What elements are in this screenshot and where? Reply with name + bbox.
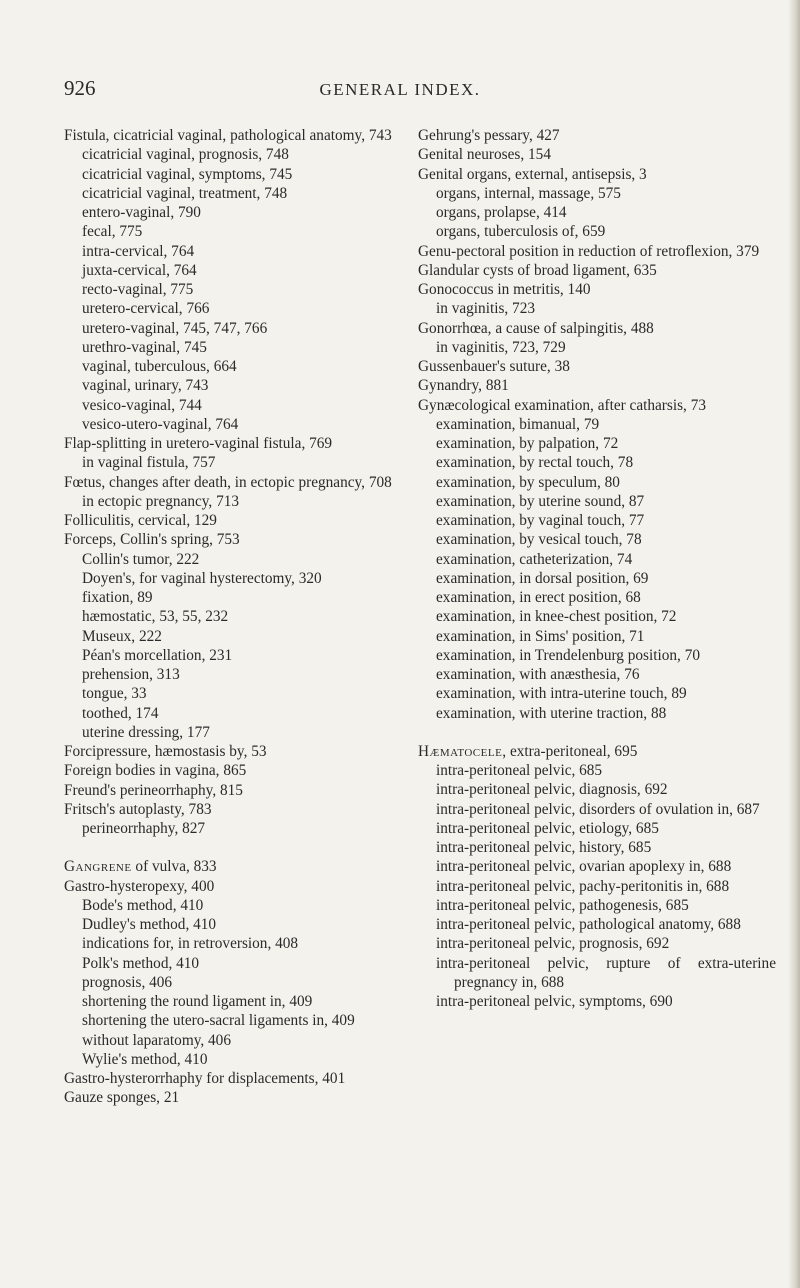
entry-text: Péan's morcellation, 231 xyxy=(82,646,233,664)
index-entry xyxy=(64,434,404,453)
index-subentry xyxy=(418,646,776,665)
running-title: GENERAL INDEX. xyxy=(319,80,481,99)
entry-text: Gastro-hysterorrhaphy for displacements, 401 xyxy=(64,1070,346,1087)
entry-text: uretero-vaginal, 745, 747, 766 xyxy=(82,319,268,337)
entry-text: Gynandry, 881 xyxy=(418,377,509,395)
entry-text: entero-vaginal, 790 xyxy=(82,204,201,221)
entry-text: Gastro-hysteropexy, 400 xyxy=(64,877,215,895)
entry-text: cicatricial vaginal, symptoms, 745 xyxy=(82,165,293,183)
entry-text: intra-peritoneal pelvic, symptoms, 690 xyxy=(436,993,673,1010)
entry-text: examination, with anæsthesia, 76 xyxy=(436,666,640,683)
entry-text: Gonococcus in metritis, 140 xyxy=(418,281,591,298)
entry-text: intra-peritoneal pelvic, diagnosis, 692 xyxy=(436,781,668,799)
index-subentry xyxy=(64,145,404,164)
entry-text: shortening the utero-sacral ligaments in, 409 xyxy=(82,1012,355,1030)
entry-text: Gehrung's pessary, 427 xyxy=(418,127,560,144)
index-entry xyxy=(64,1069,404,1088)
entry-text: in vaginal fistula, 757 xyxy=(82,454,216,472)
index-subentry xyxy=(418,415,776,434)
entry-text: Museux, 222 xyxy=(82,627,162,645)
index-entry xyxy=(418,742,776,761)
entry-text: Genu-pectoral position in reduction of retroflexion, 379 xyxy=(418,242,760,260)
entry-text: hæmostatic, 53, 55, 232 xyxy=(82,608,229,626)
entry-text: vaginal, urinary, 743 xyxy=(82,377,209,395)
index-subentry xyxy=(418,434,776,453)
index-subentry xyxy=(418,954,776,993)
entry-text: vesico-vaginal, 744 xyxy=(82,396,202,414)
index-subentry xyxy=(418,838,776,857)
entry-text: organs, internal, massage, 575 xyxy=(436,184,621,202)
section-gap xyxy=(418,723,776,742)
index-subentry xyxy=(418,780,776,799)
entry-text: Genital neuroses, 154 xyxy=(418,146,551,164)
entry-text: Bode's method, 410 xyxy=(82,896,204,914)
index-subentry xyxy=(418,665,776,684)
index-subentry xyxy=(418,299,776,318)
entry-text: examination, by speculum, 80 xyxy=(436,473,620,491)
entry-text: Fritsch's autoplasty, 783 xyxy=(64,800,212,818)
entry-text: tongue, 33 xyxy=(82,685,147,703)
index-subentry xyxy=(64,415,404,434)
entry-text: Wylie's method, 410 xyxy=(82,1050,208,1068)
index-subentry xyxy=(418,800,776,819)
entry-text: in vaginitis, 723 xyxy=(436,300,536,318)
index-subentry xyxy=(418,704,776,723)
entry-text: Glandular cysts of broad ligament, 635 xyxy=(418,261,657,279)
index-subentry xyxy=(64,588,404,607)
index-entry xyxy=(64,857,404,876)
index-subentry xyxy=(64,203,404,222)
entry-text: recto-vaginal, 775 xyxy=(82,281,194,298)
index-subentry xyxy=(418,511,776,530)
page-edge-shadow xyxy=(788,0,800,1288)
entry-text: indications for, in retroversion, 408 xyxy=(82,935,299,953)
index-subentry xyxy=(64,299,404,318)
entry-text: in vaginitis, 723, 729 xyxy=(436,338,566,356)
index-entry xyxy=(418,242,776,261)
index-subentry xyxy=(418,819,776,838)
entry-text: shortening the round ligament in, 409 xyxy=(82,993,313,1010)
entry-text: toothed, 174 xyxy=(82,704,159,722)
entry-text: fixation, 89 xyxy=(82,589,153,606)
index-entry xyxy=(64,530,404,549)
section-lead-word: Gangrene xyxy=(64,858,132,876)
entry-text: examination, by uterine sound, 87 xyxy=(436,492,645,510)
index-subentry xyxy=(418,607,776,626)
index-subentry xyxy=(64,819,404,838)
entry-text: cicatricial vaginal, treatment, 748 xyxy=(82,184,288,202)
index-subentry xyxy=(64,704,404,723)
index-subentry xyxy=(418,627,776,646)
entry-text: intra-peritoneal pelvic, disorders of ovulation in, 687 xyxy=(436,800,760,818)
index-entry xyxy=(64,1088,404,1107)
index-entry xyxy=(64,473,404,492)
index-subentry xyxy=(418,992,776,1011)
entry-text: prognosis, 406 xyxy=(82,973,173,991)
index-subentry xyxy=(64,242,404,261)
entry-text: in ectopic pregnancy, 713 xyxy=(82,492,240,510)
index-subentry xyxy=(64,338,404,357)
index-subentry xyxy=(418,857,776,876)
index-subentry xyxy=(64,492,404,511)
index-column-right xyxy=(418,126,776,1011)
entry-text: examination, by rectal touch, 78 xyxy=(436,454,634,472)
index-subentry xyxy=(64,165,404,184)
index-entry xyxy=(418,357,776,376)
entry-text: Foreign bodies in vagina, 865 xyxy=(64,762,247,780)
index-entry xyxy=(418,280,776,299)
index-entry xyxy=(418,376,776,395)
index-subentry xyxy=(418,473,776,492)
index-subentry xyxy=(64,665,404,684)
entry-text: examination, by palpation, 72 xyxy=(436,435,619,452)
entry-text: Forceps, Collin's spring, 753 xyxy=(64,531,240,549)
entry-text: Doyen's, for vaginal hysterectomy, 320 xyxy=(82,569,322,587)
index-entry xyxy=(64,877,404,896)
index-entry xyxy=(64,781,404,800)
entry-text: uretero-cervical, 766 xyxy=(82,300,210,318)
index-entry xyxy=(418,165,776,184)
entry-text: uterine dressing, 177 xyxy=(82,723,210,741)
entry-text: Polk's method, 410 xyxy=(82,954,200,972)
index-entry xyxy=(64,511,404,530)
index-subentry xyxy=(64,934,404,953)
entry-text: intra-peritoneal pelvic, pathogenesis, 685 xyxy=(436,896,689,914)
index-subentry xyxy=(64,992,404,1011)
entry-text: cicatricial vaginal, prognosis, 748 xyxy=(82,146,289,164)
index-subentry xyxy=(418,877,776,896)
section-lead-word: Hæmatocele xyxy=(418,742,503,760)
entry-text: intra-peritoneal pelvic, 685 xyxy=(436,762,603,779)
entry-text: vaginal, tuberculous, 664 xyxy=(82,358,237,375)
index-subentry xyxy=(418,184,776,203)
entry-text: examination, in erect position, 68 xyxy=(436,589,641,606)
index-subentry xyxy=(64,1011,404,1030)
page-header xyxy=(0,76,800,106)
entry-text: examination, in knee-chest position, 72 xyxy=(436,608,677,626)
index-subentry xyxy=(64,1050,404,1069)
index-subentry xyxy=(418,222,776,241)
entry-text: perineorrhaphy, 827 xyxy=(82,820,206,837)
entry-text: urethro-vaginal, 745 xyxy=(82,338,207,356)
entry-text: intra-peritoneal pelvic, prognosis, 692 xyxy=(436,935,670,953)
index-subentry xyxy=(64,280,404,299)
index-subentry xyxy=(418,588,776,607)
entry-text: prehension, 313 xyxy=(82,666,180,683)
entry-text: intra-peritoneal pelvic, rupture of extra-uterine pregnancy in, 688 xyxy=(436,954,776,991)
entry-text: examination, in Sims' position, 71 xyxy=(436,627,645,645)
index-subentry xyxy=(64,973,404,992)
entry-text: organs, tuberculosis of, 659 xyxy=(436,223,606,241)
index-subentry xyxy=(64,453,404,472)
entry-text: Dudley's method, 410 xyxy=(82,916,217,933)
index-column-left xyxy=(64,126,404,1108)
index-subentry xyxy=(418,569,776,588)
index-subentry xyxy=(64,261,404,280)
entry-text: intra-peritoneal pelvic, etiology, 685 xyxy=(436,819,659,837)
index-subentry xyxy=(64,376,404,395)
index-entry xyxy=(64,800,404,819)
index-subentry xyxy=(64,896,404,915)
entry-text: Fistula, cicatricial vaginal, pathological anatomy, 743 xyxy=(64,127,392,144)
index-entry xyxy=(418,126,776,145)
index-subentry xyxy=(418,492,776,511)
entry-text: intra-peritoneal pelvic, pathological anatomy, 688 xyxy=(436,916,741,933)
index-entry xyxy=(418,319,776,338)
entry-text: vesico-utero-vaginal, 764 xyxy=(82,415,239,433)
entry-text: examination, in dorsal position, 69 xyxy=(436,569,649,587)
entry-text: juxta-cervical, 764 xyxy=(82,261,197,279)
entry-text: examination, in Trendelenburg position, 70 xyxy=(436,646,700,664)
index-subentry xyxy=(64,569,404,588)
index-subentry xyxy=(64,915,404,934)
entry-text: , extra-peritoneal, 695 xyxy=(502,742,638,760)
index-entry xyxy=(64,742,404,761)
entry-text: examination, catheterization, 74 xyxy=(436,550,633,568)
index-subentry xyxy=(64,319,404,338)
index-subentry xyxy=(64,684,404,703)
index-subentry xyxy=(418,203,776,222)
entry-text: Gonorrhœa, a cause of salpingitis, 488 xyxy=(418,319,654,337)
index-subentry xyxy=(64,184,404,203)
entry-text: Gauze sponges, 21 xyxy=(64,1089,180,1107)
index-subentry xyxy=(418,530,776,549)
index-subentry xyxy=(418,896,776,915)
index-subentry xyxy=(64,954,404,973)
entry-text: organs, prolapse, 414 xyxy=(436,204,567,221)
entry-text: Genital organs, external, antisepsis, 3 xyxy=(418,165,647,183)
page-number: 926 xyxy=(64,76,96,100)
entry-text: examination, by vaginal touch, 77 xyxy=(436,512,645,529)
index-entry xyxy=(64,761,404,780)
entry-text: Flap-splitting in uretero-vaginal fistula, 769 xyxy=(64,435,333,452)
index-subentry xyxy=(64,222,404,241)
index-subentry xyxy=(418,684,776,703)
index-subentry xyxy=(418,453,776,472)
index-subentry xyxy=(418,338,776,357)
index-entry xyxy=(64,126,404,145)
entry-text: Folliculitis, cervical, 129 xyxy=(64,512,217,529)
entry-text: examination, bimanual, 79 xyxy=(436,415,600,433)
entry-text: intra-peritoneal pelvic, pachy-peritonitis in, 688 xyxy=(436,877,730,895)
index-subentry xyxy=(64,357,404,376)
entry-text: without laparatomy, 406 xyxy=(82,1031,231,1049)
entry-text: intra-peritoneal pelvic, history, 685 xyxy=(436,839,652,856)
index-subentry xyxy=(64,646,404,665)
index-subentry xyxy=(64,627,404,646)
entry-text: Forcipressure, hæmostasis by, 53 xyxy=(64,743,267,760)
entry-text: Freund's perineorrhaphy, 815 xyxy=(64,781,243,799)
index-entry xyxy=(418,261,776,280)
index-subentry xyxy=(64,723,404,742)
index-entry xyxy=(418,145,776,164)
index-subentry xyxy=(418,934,776,953)
entry-text: Gussenbauer's suture, 38 xyxy=(418,358,570,375)
section-gap xyxy=(64,838,404,857)
entry-text: examination, with uterine traction, 88 xyxy=(436,704,667,722)
index-subentry xyxy=(64,550,404,569)
index-subentry xyxy=(64,1031,404,1050)
entry-text: intra-cervical, 764 xyxy=(82,242,195,260)
index-subentry xyxy=(418,915,776,934)
entry-text: examination, by vesical touch, 78 xyxy=(436,531,642,549)
entry-text: intra-peritoneal pelvic, ovarian apoplexy in, 688 xyxy=(436,858,732,876)
entry-text: examination, with intra-uterine touch, 89 xyxy=(436,685,687,703)
entry-text: fecal, 775 xyxy=(82,223,143,241)
index-subentry xyxy=(418,550,776,569)
entry-text: Fœtus, changes after death, in ectopic pregnancy, 708 xyxy=(64,473,392,491)
entry-text: Gynæcological examination, after catharsis, 73 xyxy=(418,396,706,414)
index-subentry xyxy=(64,396,404,415)
entry-text: Collin's tumor, 222 xyxy=(82,550,200,568)
entry-text: of vulva, 833 xyxy=(131,858,217,876)
index-subentry xyxy=(64,607,404,626)
index-entry xyxy=(418,396,776,415)
index-subentry xyxy=(418,761,776,780)
